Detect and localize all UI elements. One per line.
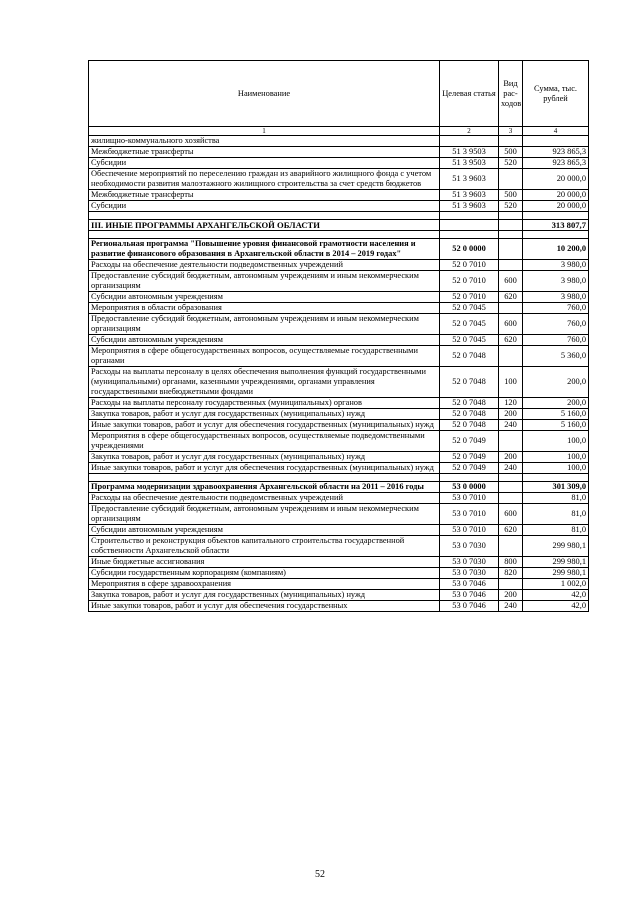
target-article-cell: 53 0 7010: [440, 525, 499, 536]
target-article-cell: 52 0 7048: [440, 367, 499, 398]
expense-kind-cell: [499, 482, 523, 493]
sum-cell: 20 000,0: [523, 169, 589, 190]
header-sum: Сумма, тыс. рублей: [523, 61, 589, 127]
table-row: [89, 568, 589, 579]
expense-kind-cell: 800: [499, 557, 523, 568]
target-article-cell: 53 0 7046: [440, 590, 499, 601]
sum-cell: 20 000,0: [523, 190, 589, 201]
name-cell: Иные закупки товаров, работ и услуг для обеспечения государственных: [89, 601, 440, 612]
target-article-cell: 52 0 7048: [440, 409, 499, 420]
name-cell: Мероприятия в сфере здравоохранения: [89, 579, 440, 590]
page-number: 52: [315, 869, 325, 880]
sum-cell: 299 980,1: [523, 557, 589, 568]
spacer-cell: [523, 212, 589, 220]
spacer-cell: [440, 474, 499, 482]
header-name: Наименование: [89, 61, 440, 127]
name-cell: Предоставление субсидий бюджетным, автономным учреждениям и иным некоммерческим организациям: [89, 314, 440, 335]
name-cell: Обеспечение мероприятий по переселению граждан из аварийного жилищного фонда с учетом необходимости развития малоэтажного жилищного строительства за счет средств бюджетов: [89, 169, 440, 190]
section-heading-row: [89, 220, 589, 231]
expense-kind-cell: [499, 260, 523, 271]
header-expense-kind: Вид рас-ходов: [499, 61, 523, 127]
name-cell: III. ИНЫЕ ПРОГРАММЫ АРХАНГЕЛЬСКОЙ ОБЛАСТИ: [89, 220, 440, 231]
table-row: [89, 136, 589, 147]
name-cell: Иные закупки товаров, работ и услуг для обеспечения государственных (муниципальных) нужд: [89, 420, 440, 431]
table-row: [89, 420, 589, 431]
table-row: [89, 260, 589, 271]
sum-cell: 81,0: [523, 493, 589, 504]
sum-cell: 760,0: [523, 335, 589, 346]
table-row: [89, 431, 589, 452]
target-article-cell: 52 0 7045: [440, 314, 499, 335]
sum-cell: 313 807,7: [523, 220, 589, 231]
table-row: [89, 346, 589, 367]
column-number: 2: [440, 127, 499, 136]
expense-kind-cell: 600: [499, 314, 523, 335]
table-row: [89, 303, 589, 314]
sum-cell: 760,0: [523, 303, 589, 314]
expense-kind-cell: [499, 493, 523, 504]
expense-kind-cell: 200: [499, 590, 523, 601]
target-article-cell: 53 0 7010: [440, 504, 499, 525]
expense-kind-cell: 240: [499, 601, 523, 612]
target-article-cell: 51 3 9603: [440, 201, 499, 212]
sum-cell: 3 980,0: [523, 260, 589, 271]
expense-kind-cell: 120: [499, 398, 523, 409]
expense-kind-cell: [499, 220, 523, 231]
expense-kind-cell: 620: [499, 525, 523, 536]
name-cell: Расходы на обеспечение деятельности подведомственных учреждений: [89, 260, 440, 271]
spacer-row: [89, 474, 589, 482]
name-cell: Закупка товаров, работ и услуг для государственных (муниципальных) нужд: [89, 590, 440, 601]
program-row: [89, 482, 589, 493]
target-article-cell: 51 3 9603: [440, 169, 499, 190]
sum-cell: 200,0: [523, 367, 589, 398]
target-article-cell: 53 0 7046: [440, 579, 499, 590]
column-number: 3: [499, 127, 523, 136]
target-article-cell: 52 0 7010: [440, 260, 499, 271]
sum-cell: 100,0: [523, 452, 589, 463]
target-article-cell: 51 3 9503: [440, 147, 499, 158]
expense-kind-cell: [499, 346, 523, 367]
expense-kind-cell: 200: [499, 452, 523, 463]
table-row: [89, 335, 589, 346]
name-cell: Строительство и реконструкция объектов капитального строительства государственной собственности Архангельской области: [89, 536, 440, 557]
table-header-row: [89, 61, 589, 127]
sum-cell: 923 865,3: [523, 147, 589, 158]
expense-kind-cell: 600: [499, 504, 523, 525]
spacer-cell: [523, 474, 589, 482]
spacer-cell: [440, 212, 499, 220]
target-article-cell: 53 0 7046: [440, 601, 499, 612]
expense-kind-cell: 240: [499, 463, 523, 474]
target-article-cell: 51 3 9503: [440, 158, 499, 169]
sum-cell: 301 309,0: [523, 482, 589, 493]
target-article-cell: 53 0 7010: [440, 493, 499, 504]
table-row: [89, 536, 589, 557]
table-row: [89, 292, 589, 303]
table-row: [89, 201, 589, 212]
name-cell: Закупка товаров, работ и услуг для государственных (муниципальных) нужд: [89, 452, 440, 463]
target-article-cell: 53 0 7030: [440, 536, 499, 557]
expense-kind-cell: [499, 239, 523, 260]
table-row: [89, 409, 589, 420]
table-row: [89, 590, 589, 601]
target-article-cell: 53 0 0000: [440, 482, 499, 493]
name-cell: Предоставление субсидий бюджетным, автономным учреждениям и иным некоммерческим организациям: [89, 271, 440, 292]
table-row: [89, 452, 589, 463]
spacer-row: [89, 212, 589, 220]
sum-cell: 5 360,0: [523, 346, 589, 367]
name-cell: Региональная программа "Повышение уровня финансовой грамотности населения и развитие финансового образования в Архангельской области в 2014 – 2019 годах": [89, 239, 440, 260]
sum-cell: [523, 136, 589, 147]
name-cell: Программа модернизации здравоохранения Архангельской области на 2011 – 2016 годы: [89, 482, 440, 493]
target-article-cell: 52 0 7048: [440, 346, 499, 367]
spacer-cell: [499, 212, 523, 220]
budget-table: [88, 60, 589, 612]
target-article-cell: 52 0 7049: [440, 452, 499, 463]
sum-cell: 299 980,1: [523, 568, 589, 579]
target-article-cell: 52 0 7045: [440, 335, 499, 346]
name-cell: Субсидии: [89, 158, 440, 169]
sum-cell: 81,0: [523, 504, 589, 525]
table-row: [89, 398, 589, 409]
target-article-cell: 52 0 7049: [440, 463, 499, 474]
header-target-article: Целевая статья: [440, 61, 499, 127]
spacer-cell: [499, 231, 523, 239]
expense-kind-cell: 500: [499, 147, 523, 158]
expense-kind-cell: [499, 431, 523, 452]
target-article-cell: 53 0 7030: [440, 568, 499, 579]
table-row: [89, 314, 589, 335]
sum-cell: 200,0: [523, 398, 589, 409]
target-article-cell: 52 0 7010: [440, 271, 499, 292]
table-row: [89, 504, 589, 525]
expense-kind-cell: 520: [499, 158, 523, 169]
name-cell: Межбюджетные трансферты: [89, 190, 440, 201]
table-row: [89, 271, 589, 292]
name-cell: Субсидии автономным учреждениям: [89, 525, 440, 536]
table-row: [89, 557, 589, 568]
sum-cell: 923 865,3: [523, 158, 589, 169]
sum-cell: 100,0: [523, 463, 589, 474]
expense-kind-cell: [499, 169, 523, 190]
spacer-cell: [89, 212, 440, 220]
sum-cell: 3 980,0: [523, 292, 589, 303]
sum-cell: 20 000,0: [523, 201, 589, 212]
target-article-cell: 52 0 7010: [440, 292, 499, 303]
name-cell: Субсидии автономным учреждениям: [89, 292, 440, 303]
name-cell: Закупка товаров, работ и услуг для государственных (муниципальных) нужд: [89, 409, 440, 420]
expense-kind-cell: [499, 536, 523, 557]
sum-cell: 5 160,0: [523, 420, 589, 431]
target-article-cell: [440, 220, 499, 231]
name-cell: Мероприятия в области образования: [89, 303, 440, 314]
name-cell: Расходы на обеспечение деятельности подведомственных учреждений: [89, 493, 440, 504]
name-cell: Иные бюджетные ассигнования: [89, 557, 440, 568]
target-article-cell: 52 0 7048: [440, 420, 499, 431]
table-row: [89, 169, 589, 190]
expense-kind-cell: 520: [499, 201, 523, 212]
expense-kind-cell: 200: [499, 409, 523, 420]
spacer-cell: [89, 231, 440, 239]
name-cell: Расходы на выплаты персоналу в целях обеспечения выполнения функций государственными (муниципальными) органами, казенными учреждениями, органами управления государственными внебюджетными фондами: [89, 367, 440, 398]
spacer-cell: [89, 474, 440, 482]
spacer-cell: [523, 231, 589, 239]
expense-kind-cell: [499, 303, 523, 314]
name-cell: Субсидии автономным учреждениям: [89, 335, 440, 346]
table-row: [89, 367, 589, 398]
name-cell: Мероприятия в сфере общегосударственных вопросов, осуществляемые государственными органами: [89, 346, 440, 367]
sum-cell: 299 980,1: [523, 536, 589, 557]
sum-cell: 100,0: [523, 431, 589, 452]
target-article-cell: 53 0 7030: [440, 557, 499, 568]
sum-cell: 5 160,0: [523, 409, 589, 420]
table-row: [89, 493, 589, 504]
target-article-cell: 52 0 0000: [440, 239, 499, 260]
expense-kind-cell: 240: [499, 420, 523, 431]
name-cell: Иные закупки товаров, работ и услуг для обеспечения государственных (муниципальных) нужд: [89, 463, 440, 474]
name-cell: Межбюджетные трансферты: [89, 147, 440, 158]
sum-cell: 42,0: [523, 590, 589, 601]
spacer-cell: [440, 231, 499, 239]
sum-cell: 760,0: [523, 314, 589, 335]
sum-cell: 3 980,0: [523, 271, 589, 292]
table-row: [89, 147, 589, 158]
table-row: [89, 525, 589, 536]
column-number: 1: [89, 127, 440, 136]
expense-kind-cell: 820: [499, 568, 523, 579]
name-cell: Расходы на выплаты персоналу государственных (муниципальных) органов: [89, 398, 440, 409]
name-cell: Субсидии: [89, 201, 440, 212]
name-cell: жилищно-коммунального хозяйства: [89, 136, 440, 147]
name-cell: Предоставление субсидий бюджетным, автономным учреждениям и иным некоммерческим организациям: [89, 504, 440, 525]
table-row: [89, 579, 589, 590]
column-number-row: [89, 127, 589, 136]
target-article-cell: 52 0 7048: [440, 398, 499, 409]
name-cell: Мероприятия в сфере общегосударственных вопросов, осуществляемые подведомственными учреждениями: [89, 431, 440, 452]
table-row: [89, 463, 589, 474]
sum-cell: 81,0: [523, 525, 589, 536]
target-article-cell: 52 0 7045: [440, 303, 499, 314]
expense-kind-cell: 620: [499, 292, 523, 303]
table-row: [89, 158, 589, 169]
target-article-cell: 52 0 7049: [440, 431, 499, 452]
sum-cell: 42,0: [523, 601, 589, 612]
target-article-cell: 51 3 9603: [440, 190, 499, 201]
expense-kind-cell: 600: [499, 271, 523, 292]
column-number: 4: [523, 127, 589, 136]
expense-kind-cell: 500: [499, 190, 523, 201]
expense-kind-cell: 100: [499, 367, 523, 398]
spacer-row: [89, 231, 589, 239]
program-row: [89, 239, 589, 260]
name-cell: Субсидии государственным корпорациям (компаниям): [89, 568, 440, 579]
sum-cell: 10 200,0: [523, 239, 589, 260]
target-article-cell: [440, 136, 499, 147]
spacer-cell: [499, 474, 523, 482]
expense-kind-cell: 620: [499, 335, 523, 346]
sum-cell: 1 002,0: [523, 579, 589, 590]
expense-kind-cell: [499, 579, 523, 590]
expense-kind-cell: [499, 136, 523, 147]
table-row: [89, 601, 589, 612]
table-row: [89, 190, 589, 201]
